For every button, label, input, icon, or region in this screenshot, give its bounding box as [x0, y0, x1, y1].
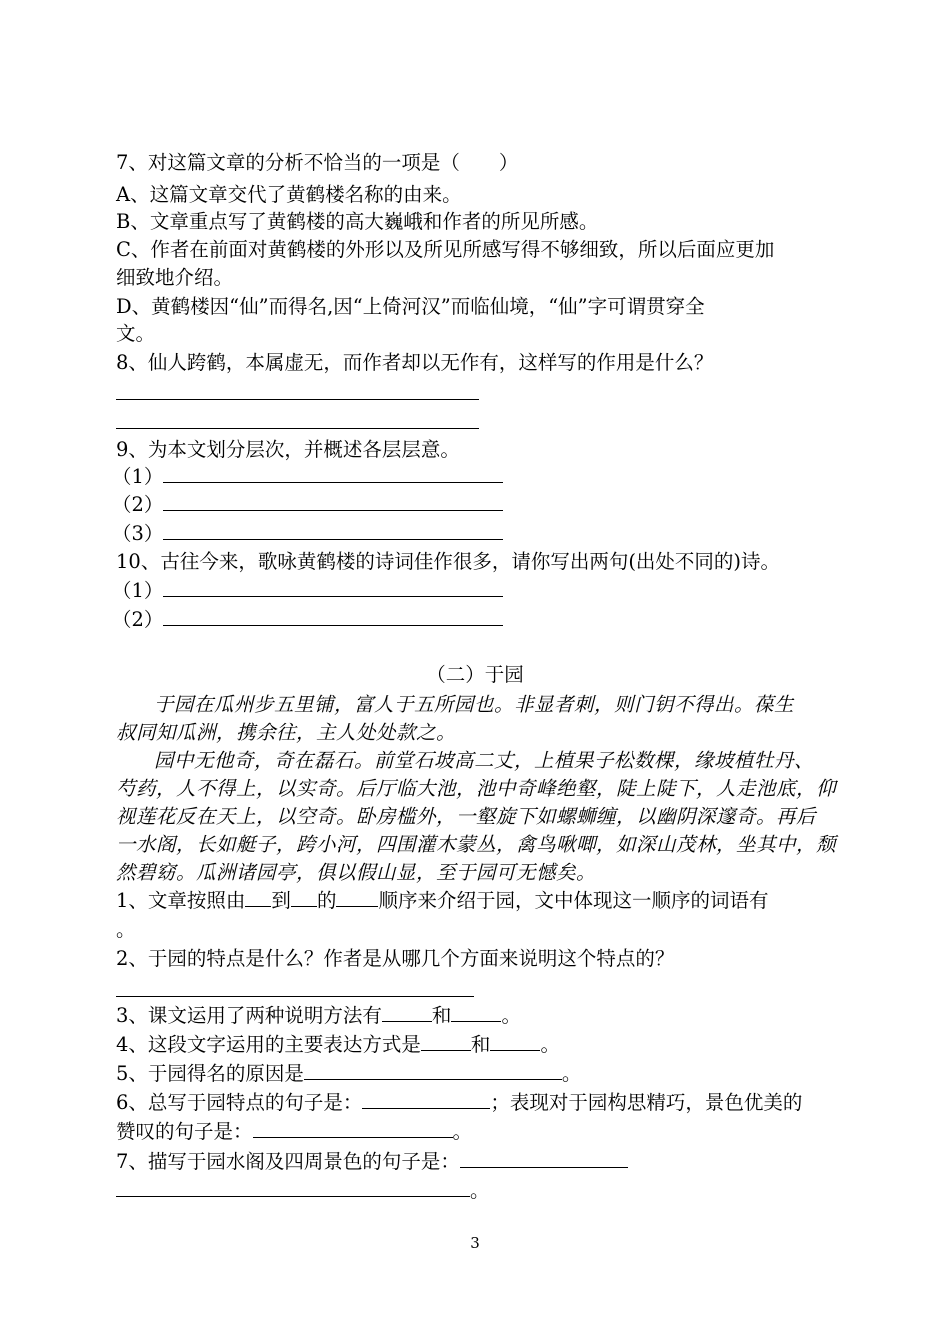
- q10-item-1: （1）: [112, 578, 503, 604]
- option-d-line1: D、黄鹤楼因“仙”而得名,因“上倚河汉”而临仙境，“仙”字可谓贯穿全: [116, 295, 705, 318]
- answer-blank: [362, 1090, 490, 1109]
- answer-blank: [451, 1003, 501, 1022]
- answer-blank: [163, 492, 503, 511]
- answer-blank: [421, 1032, 471, 1051]
- answer-line-8a: [116, 399, 479, 400]
- answer-blank: [382, 1003, 432, 1022]
- q10-item-2: （2）: [112, 607, 503, 633]
- answer-blank: [253, 1119, 453, 1138]
- answer-blank: [291, 888, 317, 907]
- s2-question-1: 1、文章按照由 到 的 顺序来介绍于园，文中体现这一顺序的词语有: [116, 889, 769, 912]
- option-b: B、文章重点写了黄鹤楼的高大巍峨和作者的所见所感。: [116, 210, 599, 233]
- passage-para1-line2: 叔同知瓜洲，携余往，主人处处款之。: [116, 721, 457, 744]
- question-7: 7、对这篇文章的分析不恰当的一项是（ ）: [116, 151, 519, 174]
- s2-question-6: 6、总写于园特点的句子是： ；表现对于园构思精巧，景色优美的: [116, 1091, 803, 1114]
- page-number: 3: [470, 1234, 480, 1252]
- passage-para2-line1: 园中无他奇，奇在磊石。前堂石坡高二丈，上植果子松数棵，缘坡植牡丹、: [154, 749, 815, 772]
- question-8: 8、仙人跨鹤，本属虚无，而作者却以无作有，这样写的作用是什么？: [116, 351, 714, 374]
- answer-line-8b: [116, 428, 479, 429]
- passage-para2-line3: 视莲花反在天上，以空奇。卧房槛外，一壑旋下如螺蛳缠，以幽阴深邃奇。再后: [116, 805, 817, 828]
- answer-blank: [163, 578, 503, 597]
- q9-item-2: （2）: [112, 492, 503, 518]
- answer-blank: [163, 464, 503, 483]
- answer-blank: [163, 521, 503, 540]
- answer-blank: [245, 888, 271, 907]
- answer-blank: [163, 607, 503, 626]
- s2-question-3: 3、课文运用了两种说明方法有 和 。: [116, 1004, 521, 1027]
- s2-question-1-end: 。: [116, 918, 136, 941]
- s2-question-2: 2、于园的特点是什么？作者是从哪几个方面来说明这个特点的？: [116, 947, 675, 970]
- answer-blank: [116, 1178, 470, 1197]
- option-d-line2: 文。: [116, 322, 156, 345]
- answer-blank: [336, 888, 378, 907]
- q9-item-1: （1）: [112, 464, 503, 490]
- q9-item-3: （3）: [112, 521, 503, 547]
- answer-blank: [460, 1149, 628, 1168]
- option-c-line1: C、作者在前面对黄鹤楼的外形以及所见所感写得不够细致，所以后面应更加: [116, 238, 775, 261]
- passage-para2-line4: 一水阁，长如艇子，跨小河，四围灌木蒙丛，禽鸟啾唧，如深山茂林，坐其中，颓: [116, 833, 837, 856]
- s2-question-7: 7、描写于园水阁及四周景色的句子是：: [116, 1149, 628, 1175]
- section-title: （二）于园: [426, 663, 524, 686]
- answer-blank: [490, 1032, 540, 1051]
- s2-question-7-line2: 。: [116, 1178, 490, 1204]
- question-10: 10、古往今来，歌咏黄鹤楼的诗词佳作很多，请你写出两句(出处不同的)诗。: [116, 550, 781, 573]
- answer-blank: [304, 1061, 562, 1080]
- option-c-line2: 细致地介绍。: [116, 266, 234, 289]
- s2-question-5: 5、于园得名的原因是 。: [116, 1062, 582, 1085]
- passage-para2-line5: 然碧窈。瓜洲诸园亭，俱以假山显，至于园可无憾矣。: [116, 861, 597, 884]
- option-a: A、这篇文章交代了黄鹤楼名称的由来。: [116, 183, 462, 206]
- passage-para2-line2: 芍药，人不得上，以实奇。后厅临大池，池中奇峰绝壑，陡上陡下，人走池底，仰: [116, 777, 837, 800]
- question-9: 9、为本文划分层次，并概述各层层意。: [116, 438, 460, 461]
- answer-line-2: [116, 996, 474, 997]
- s2-question-4: 4、这段文字运用的主要表达方式是 和 。: [116, 1033, 560, 1056]
- passage-para1-line1: 于园在瓜州步五里铺，富人于五所园也。非显者刺，则门钥不得出。葆生: [154, 693, 795, 716]
- s2-question-6-line2: 赞叹的句子是： 。: [116, 1120, 473, 1143]
